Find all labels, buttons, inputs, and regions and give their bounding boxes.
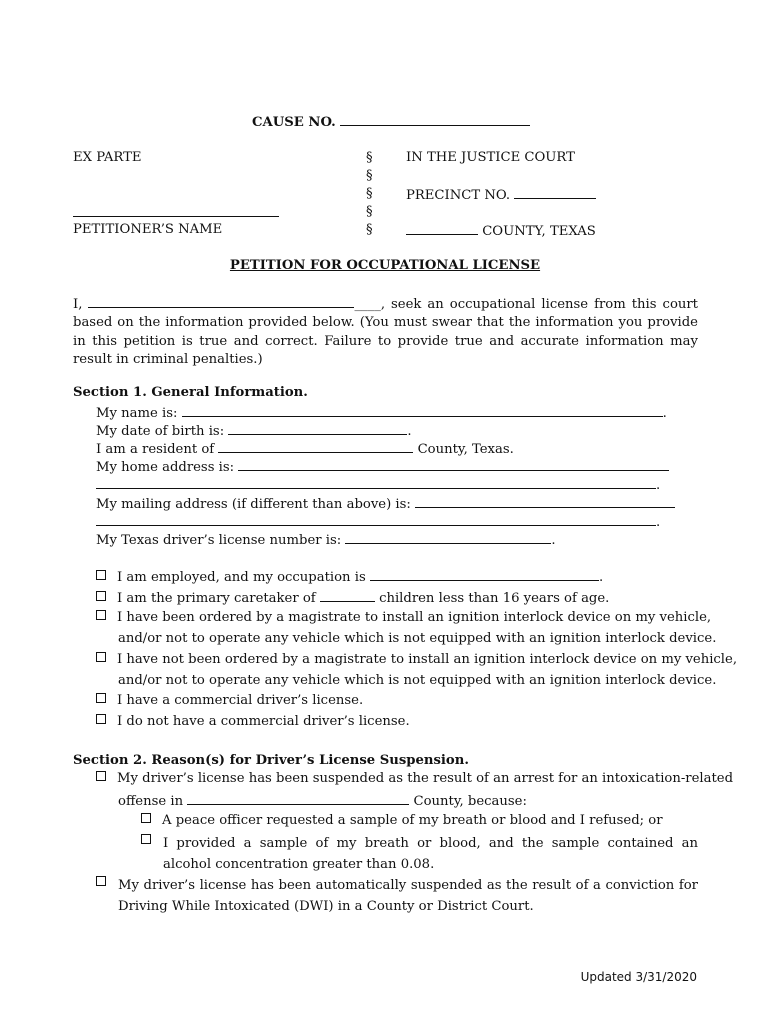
home-address-blank-2[interactable]: [96, 475, 656, 489]
home-address-row-2: [96, 475, 660, 495]
license-number-blank[interactable]: [345, 530, 551, 544]
intro-prefix: I,: [73, 297, 83, 312]
not-ordered-checkbox[interactable]: [96, 652, 106, 662]
ex-parte-label: EX PARTE: [73, 150, 142, 165]
employed-label: I am employed, and my occupation is: [117, 570, 366, 585]
county-blank[interactable]: [406, 221, 478, 235]
occupation-blank[interactable]: [370, 567, 599, 581]
updated-date: Updated 3/31/2020: [580, 970, 697, 984]
arrest-county-blank[interactable]: [187, 791, 409, 805]
ordered-label-line1: I have been ordered by a magistrate to install an ignition interlock device on my vehicle,: [117, 610, 712, 625]
peace-officer-item: [141, 812, 663, 830]
precinct-blank[interactable]: [514, 185, 596, 199]
resident-suffix: County, Texas.: [417, 442, 514, 457]
ordered-item: [96, 609, 711, 627]
home-address-label: My home address is:: [96, 460, 235, 475]
name-row: [96, 403, 667, 423]
name-label: My name is:: [96, 406, 178, 421]
caretaker-label: I am the primary caretaker of: [117, 591, 316, 606]
ordered-label-line2: and/or not to operate any vehicle which is not equipped with an ignition interlock device.: [118, 631, 717, 646]
commercial-item: [96, 692, 363, 710]
occupation-period: .: [598, 570, 604, 585]
sample-checkbox-row: [141, 833, 162, 851]
section-mark-4: §: [366, 204, 373, 219]
license-number-period: .: [551, 533, 556, 548]
peace-officer-checkbox[interactable]: [141, 813, 151, 823]
home-address-blank[interactable]: [238, 457, 669, 471]
resident-label: I am a resident of: [96, 442, 215, 457]
petitioner-name-blank-row: [73, 203, 279, 221]
dwi-checkbox-row: [96, 875, 117, 893]
dwi-checkbox[interactable]: [96, 876, 106, 886]
license-number-label: My Texas driver’s license number is:: [96, 533, 342, 548]
not-ordered-label-line1: I have not been ordered by a magistrate to install an ignition interlock device on my vehicle,: [117, 652, 738, 667]
license-number-row: [96, 530, 556, 550]
arrest-label-line1: My driver’s license has been suspended as the result of an arrest for an intoxication-related: [117, 771, 734, 786]
arrest-offense-prefix: offense in: [118, 794, 184, 809]
cause-label: CAUSE NO.: [252, 115, 336, 130]
resident-county-blank[interactable]: [218, 439, 413, 453]
arrest-checkbox[interactable]: [96, 771, 106, 781]
dob-period: .: [407, 424, 412, 439]
caretaker-item: [96, 588, 609, 608]
intro-text: ____, seek an occupational license from this court based on the information provided below. (You must swear that the information you provide in this petition is true and correct. Failure to provide true and accurate information may result in criminal penalties.): [73, 297, 698, 367]
not-ordered-item: [96, 651, 737, 669]
commercial-checkbox[interactable]: [96, 693, 106, 703]
section2-heading: Section 2. Reason(s) for Driver’s License Suspension.: [73, 753, 469, 768]
not-ordered-label-line2: and/or not to operate any vehicle which is not equipped with an ignition interlock device.: [118, 673, 717, 688]
caretaker-checkbox[interactable]: [96, 591, 106, 601]
mailing-address-row-2: [96, 512, 660, 532]
name-period: .: [662, 406, 667, 421]
cause-number-blank[interactable]: [340, 112, 530, 126]
mailing-address-blank[interactable]: [415, 494, 675, 508]
home-address-period: .: [656, 478, 661, 493]
name-blank[interactable]: [182, 403, 663, 417]
children-count-blank[interactable]: [320, 588, 375, 602]
no-commercial-item: [96, 713, 410, 731]
home-address-row: [96, 457, 669, 477]
resident-row: [96, 439, 514, 459]
mailing-address-period: .: [656, 515, 661, 530]
petitioner-name-blank[interactable]: [73, 203, 279, 217]
cause-number: [252, 112, 530, 132]
dob-label: My date of birth is:: [96, 424, 225, 439]
section-mark-3: §: [366, 186, 373, 201]
employed-item: [96, 567, 603, 587]
ordered-checkbox[interactable]: [96, 610, 106, 620]
section-mark-1: §: [366, 150, 373, 165]
commercial-label: I have a commercial driver’s license.: [117, 693, 364, 708]
no-commercial-label: I do not have a commercial driver’s license.: [117, 714, 410, 729]
mailing-address-row: [96, 494, 675, 514]
dob-blank[interactable]: [228, 421, 407, 435]
arrest-offense-row: [118, 791, 527, 811]
section-mark-5: §: [366, 222, 373, 237]
no-commercial-checkbox[interactable]: [96, 714, 106, 724]
justice-court-label: IN THE JUSTICE COURT: [406, 150, 575, 165]
arrest-offense-suffix: County, because:: [413, 794, 527, 809]
sample-checkbox[interactable]: [141, 834, 151, 844]
county-texas-label: COUNTY, TEXAS: [482, 224, 596, 239]
dwi-label: My driver’s license has been automatically suspended as the result of a conviction for Driving While Intoxicated (DWI) in a County or District Court.: [118, 878, 698, 914]
sample-label: I provided a sample of my breath or blood, and the sample contained an alcohol concentration greater than 0.08.: [163, 836, 698, 872]
caretaker-suffix: children less than 16 years of age.: [379, 591, 610, 606]
section-mark-2: §: [366, 168, 373, 183]
employed-checkbox[interactable]: [96, 570, 106, 580]
precinct-label: PRECINCT NO.: [406, 188, 511, 203]
mailing-address-blank-2[interactable]: [96, 512, 656, 526]
petitioner-name-label: PETITIONER’S NAME: [73, 222, 223, 237]
mailing-address-label: My mailing address (if different than above) is:: [96, 497, 411, 512]
intro-name-blank[interactable]: [88, 294, 354, 308]
precinct-line: [406, 185, 596, 205]
arrest-item: [96, 770, 733, 788]
dob-row: [96, 421, 412, 441]
peace-officer-label: A peace officer requested a sample of my breath or blood and I refused; or: [162, 813, 663, 828]
intro-paragraph: [73, 294, 698, 369]
section1-heading: Section 1. General Information.: [73, 385, 308, 400]
petition-title: PETITION FOR OCCUPATIONAL LICENSE: [229, 258, 541, 273]
county-line: [406, 221, 596, 241]
